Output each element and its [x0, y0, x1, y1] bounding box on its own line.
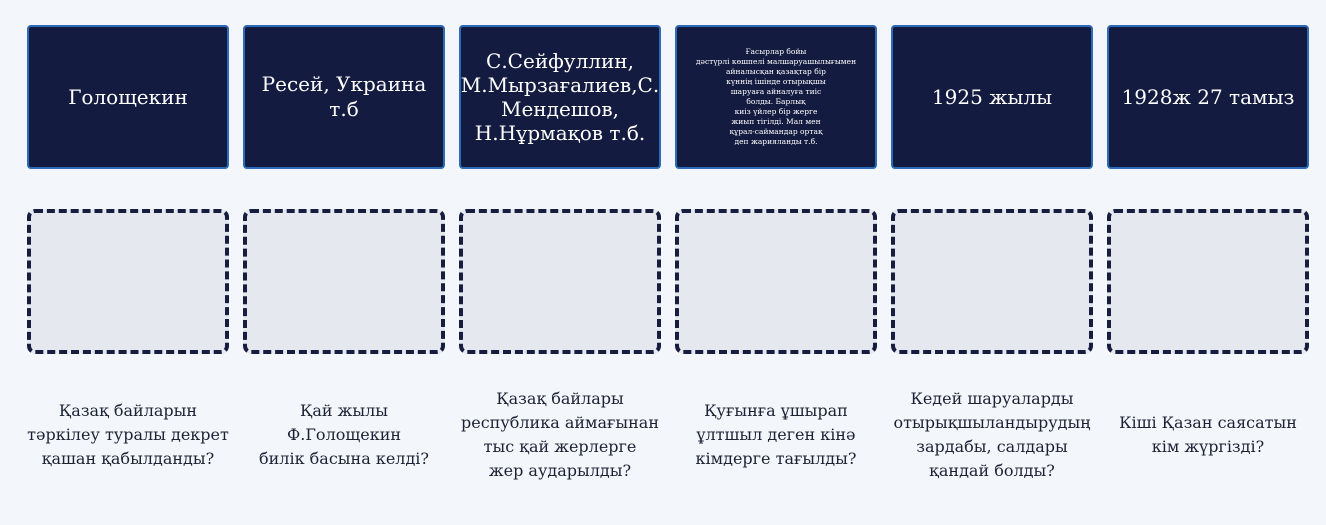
answer-card-4[interactable] — [675, 25, 877, 169]
answer-card-3-text: С.Сейфуллин, М.Мырзағалиев,С. Мендешов, Н.Нұрмақов т.б. — [460, 49, 660, 145]
question-2: Қай жылы Ф.Голощекин билік басына келді? — [259, 401, 429, 468]
drop-zone-6[interactable] — [1107, 209, 1309, 354]
drop-zone-1[interactable] — [27, 209, 229, 354]
answer-card-5-text: 1925 жылы — [931, 84, 1053, 109]
question-5: Кедей шаруаларды отырықшыландырудың зардабы, салдары қандай болды? — [893, 389, 1091, 480]
question-1: Қазақ байларын тәркілеу туралы декрет қашан қабылданды? — [27, 401, 229, 468]
answer-card-1[interactable] — [27, 25, 229, 169]
answer-card-6-text: 1928ж 27 тамыз — [1121, 84, 1295, 109]
answer-card-5[interactable] — [891, 25, 1093, 169]
question-6: Кіші Қазан саясатын кім жүргізді? — [1119, 413, 1297, 456]
answer-card-1-text: Голощекин — [68, 84, 188, 109]
question-3: Қазақ байлары республика аймағынан тыс қай жерлерге жер аударылды? — [461, 389, 659, 480]
answer-card-2-text: Ресей, Украина т.б — [261, 72, 427, 121]
answer-cards-row — [27, 25, 1309, 169]
drop-zones-row — [27, 209, 1309, 354]
answer-card-3[interactable] — [459, 25, 661, 169]
answer-card-4-text: Ғасырлар бойы дәстүрлі көшпелі малшаруашылығымен айналысқан қазақтар бір күннің ішінде отырықшы шаруаға айналуға тиіс болды. Барлық киіз үйлер бір жерге жиып тігілді. Мал мен құрал-саймандар ортақ деп жарияланды т.б. — [695, 47, 857, 146]
drop-zone-4[interactable] — [675, 209, 877, 354]
question-4: Қуғынға ұшырап ұлтшыл деген кінә кімдерге тағылды? — [695, 401, 857, 468]
drop-zone-3[interactable] — [459, 209, 661, 354]
questions-row — [27, 380, 1309, 490]
answer-card-6[interactable] — [1107, 25, 1309, 169]
drop-zone-2[interactable] — [243, 209, 445, 354]
answer-card-2[interactable] — [243, 25, 445, 169]
drop-zone-5[interactable] — [891, 209, 1093, 354]
